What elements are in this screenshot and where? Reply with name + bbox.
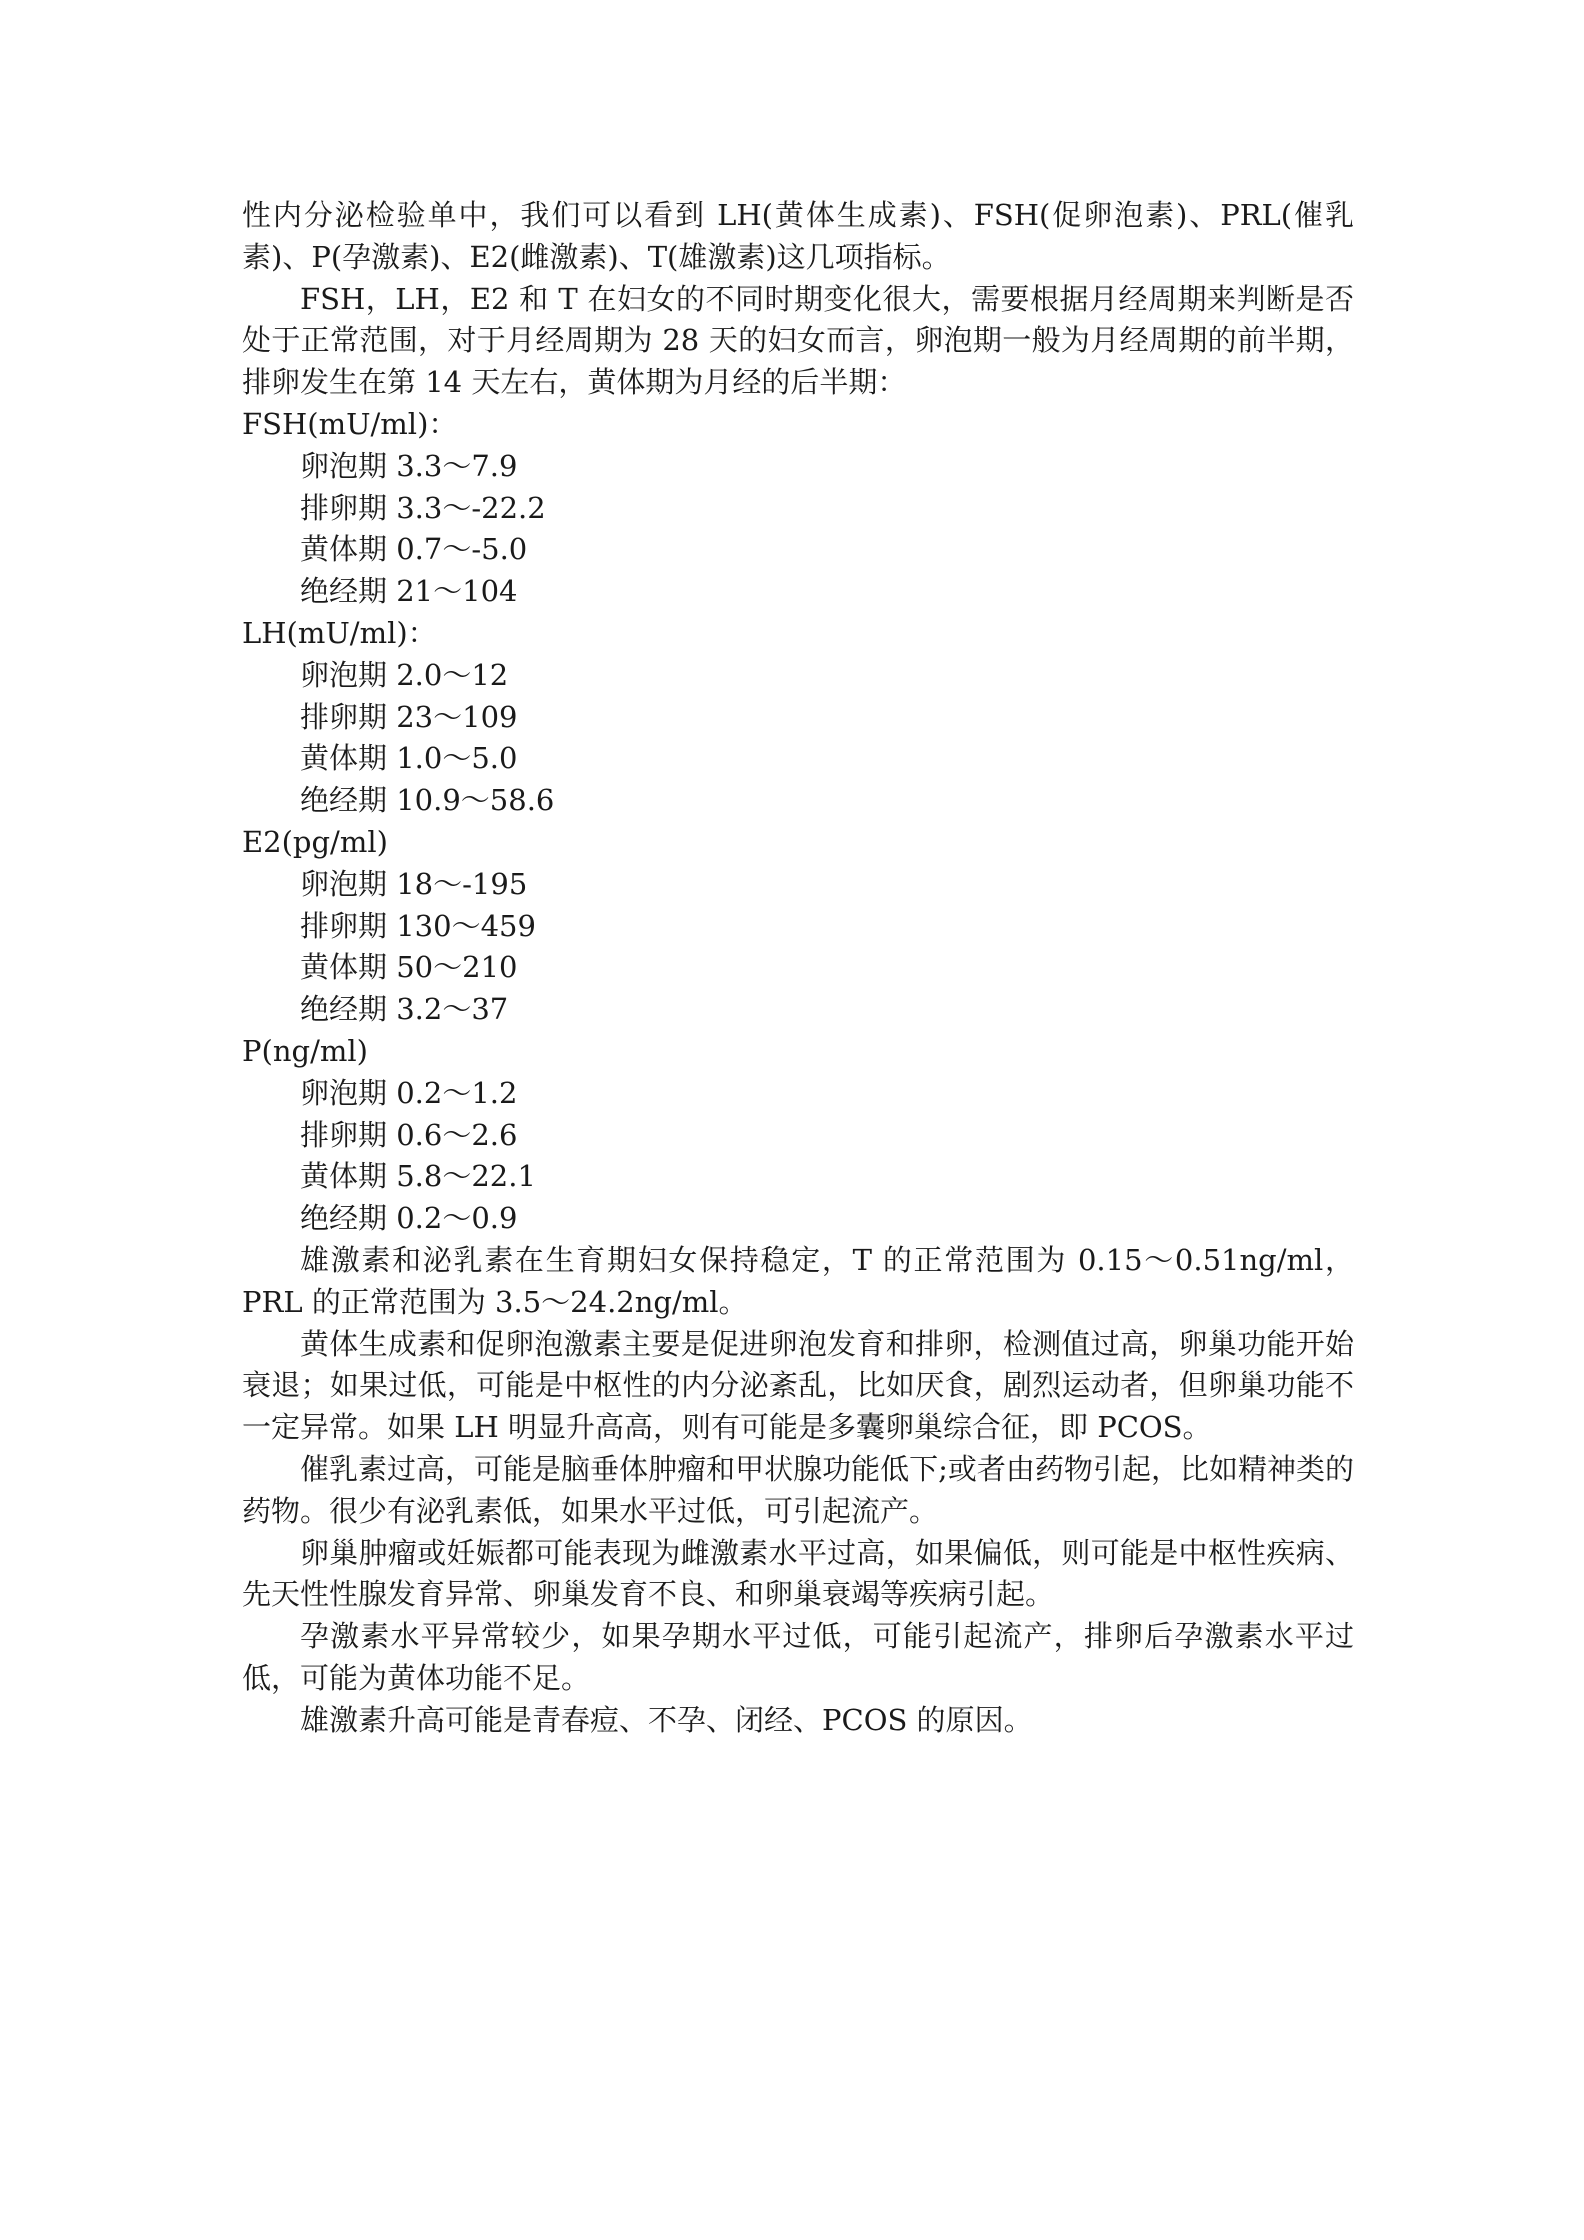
e2-item: 卵泡期 18～-195 xyxy=(300,866,528,901)
body-paragraph: 催乳素过高，可能是脑垂体肿瘤和甲状腺功能低下;或者由药物引起，比如精神类的药物。很少有泌乳素低，如果水平过低，可引起流产。 xyxy=(242,1451,1354,1528)
e2-item: 黄体期 50～210 xyxy=(300,950,518,985)
p-item: 绝经期 0.2～0.9 xyxy=(300,1201,518,1236)
fsh-item: 绝经期 21～104 xyxy=(300,574,518,609)
body-paragraph: 卵巢肿瘤或妊娠都可能表现为雌激素水平过高，如果偏低，则可能是中枢性疾病、先天性性腺发育异常、卵巢发育不良、和卵巢衰竭等疾病引起。 xyxy=(242,1535,1354,1612)
e2-heading: E2(pg/ml) xyxy=(242,824,388,859)
p-item: 排卵期 0.6～2.6 xyxy=(300,1117,518,1152)
body-paragraph: 雄激素和泌乳素在生育期妇女保持稳定，T 的正常范围为 0.15～0.51ng/ml，PRL 的正常范围为 3.5～24.2ng/ml。 xyxy=(242,1242,1354,1319)
p-item: 黄体期 5.8～22.1 xyxy=(300,1159,536,1194)
p-item: 卵泡期 0.2～1.2 xyxy=(300,1075,518,1110)
lh-item: 绝经期 10.9～58.6 xyxy=(300,783,555,818)
cycle-paragraph: FSH，LH，E2 和 T 在妇女的不同时期变化很大，需要根据月经周期来判断是否处于正常范围，对于月经周期为 28 天的妇女而言，卵泡期一般为月经周期的前半期，排卵发生在第 14 天左右，黄体期为月经的后半期： xyxy=(242,281,1354,400)
body-paragraph: 雄激素升高可能是青春痘、不孕、闭经、PCOS 的原因。 xyxy=(300,1702,1033,1737)
intro-paragraph: 性内分泌检验单中，我们可以看到 LH(黄体生成素)、FSH(促卵泡素)、PRL(催乳素)、P(孕激素)、E2(雌激素)、T(雄激素)这几项指标。 xyxy=(242,198,1354,274)
document-page xyxy=(242,195,1354,1741)
p-heading: P(ng/ml) xyxy=(242,1033,368,1068)
fsh-heading: FSH(mU/ml)： xyxy=(242,406,458,441)
fsh-item: 排卵期 3.3～-22.2 xyxy=(300,490,546,525)
body-paragraph: 黄体生成素和促卵泡激素主要是促进卵泡发育和排卵，检测值过高，卵巢功能开始衰退；如果过低，可能是中枢性的内分泌紊乱，比如厌食，剧烈运动者，但卵巢功能不一定异常。如果 LH 明显升高高，则有可能是多囊卵巢综合征，即 PCOS。 xyxy=(242,1326,1354,1445)
lh-item: 黄体期 1.0～5.0 xyxy=(300,741,518,776)
lh-item: 卵泡期 2.0～12 xyxy=(300,657,509,692)
e2-item: 绝经期 3.2～37 xyxy=(300,992,509,1027)
lh-heading: LH(mU/ml)： xyxy=(242,615,437,650)
body-paragraph: 孕激素水平异常较少，如果孕期水平过低，可能引起流产，排卵后孕激素水平过低，可能为黄体功能不足。 xyxy=(242,1619,1354,1695)
lh-item: 排卵期 23～109 xyxy=(300,699,518,734)
e2-item: 排卵期 130～459 xyxy=(300,908,536,943)
fsh-item: 卵泡期 3.3～7.9 xyxy=(300,448,518,483)
fsh-item: 黄体期 0.7～-5.0 xyxy=(300,532,528,567)
